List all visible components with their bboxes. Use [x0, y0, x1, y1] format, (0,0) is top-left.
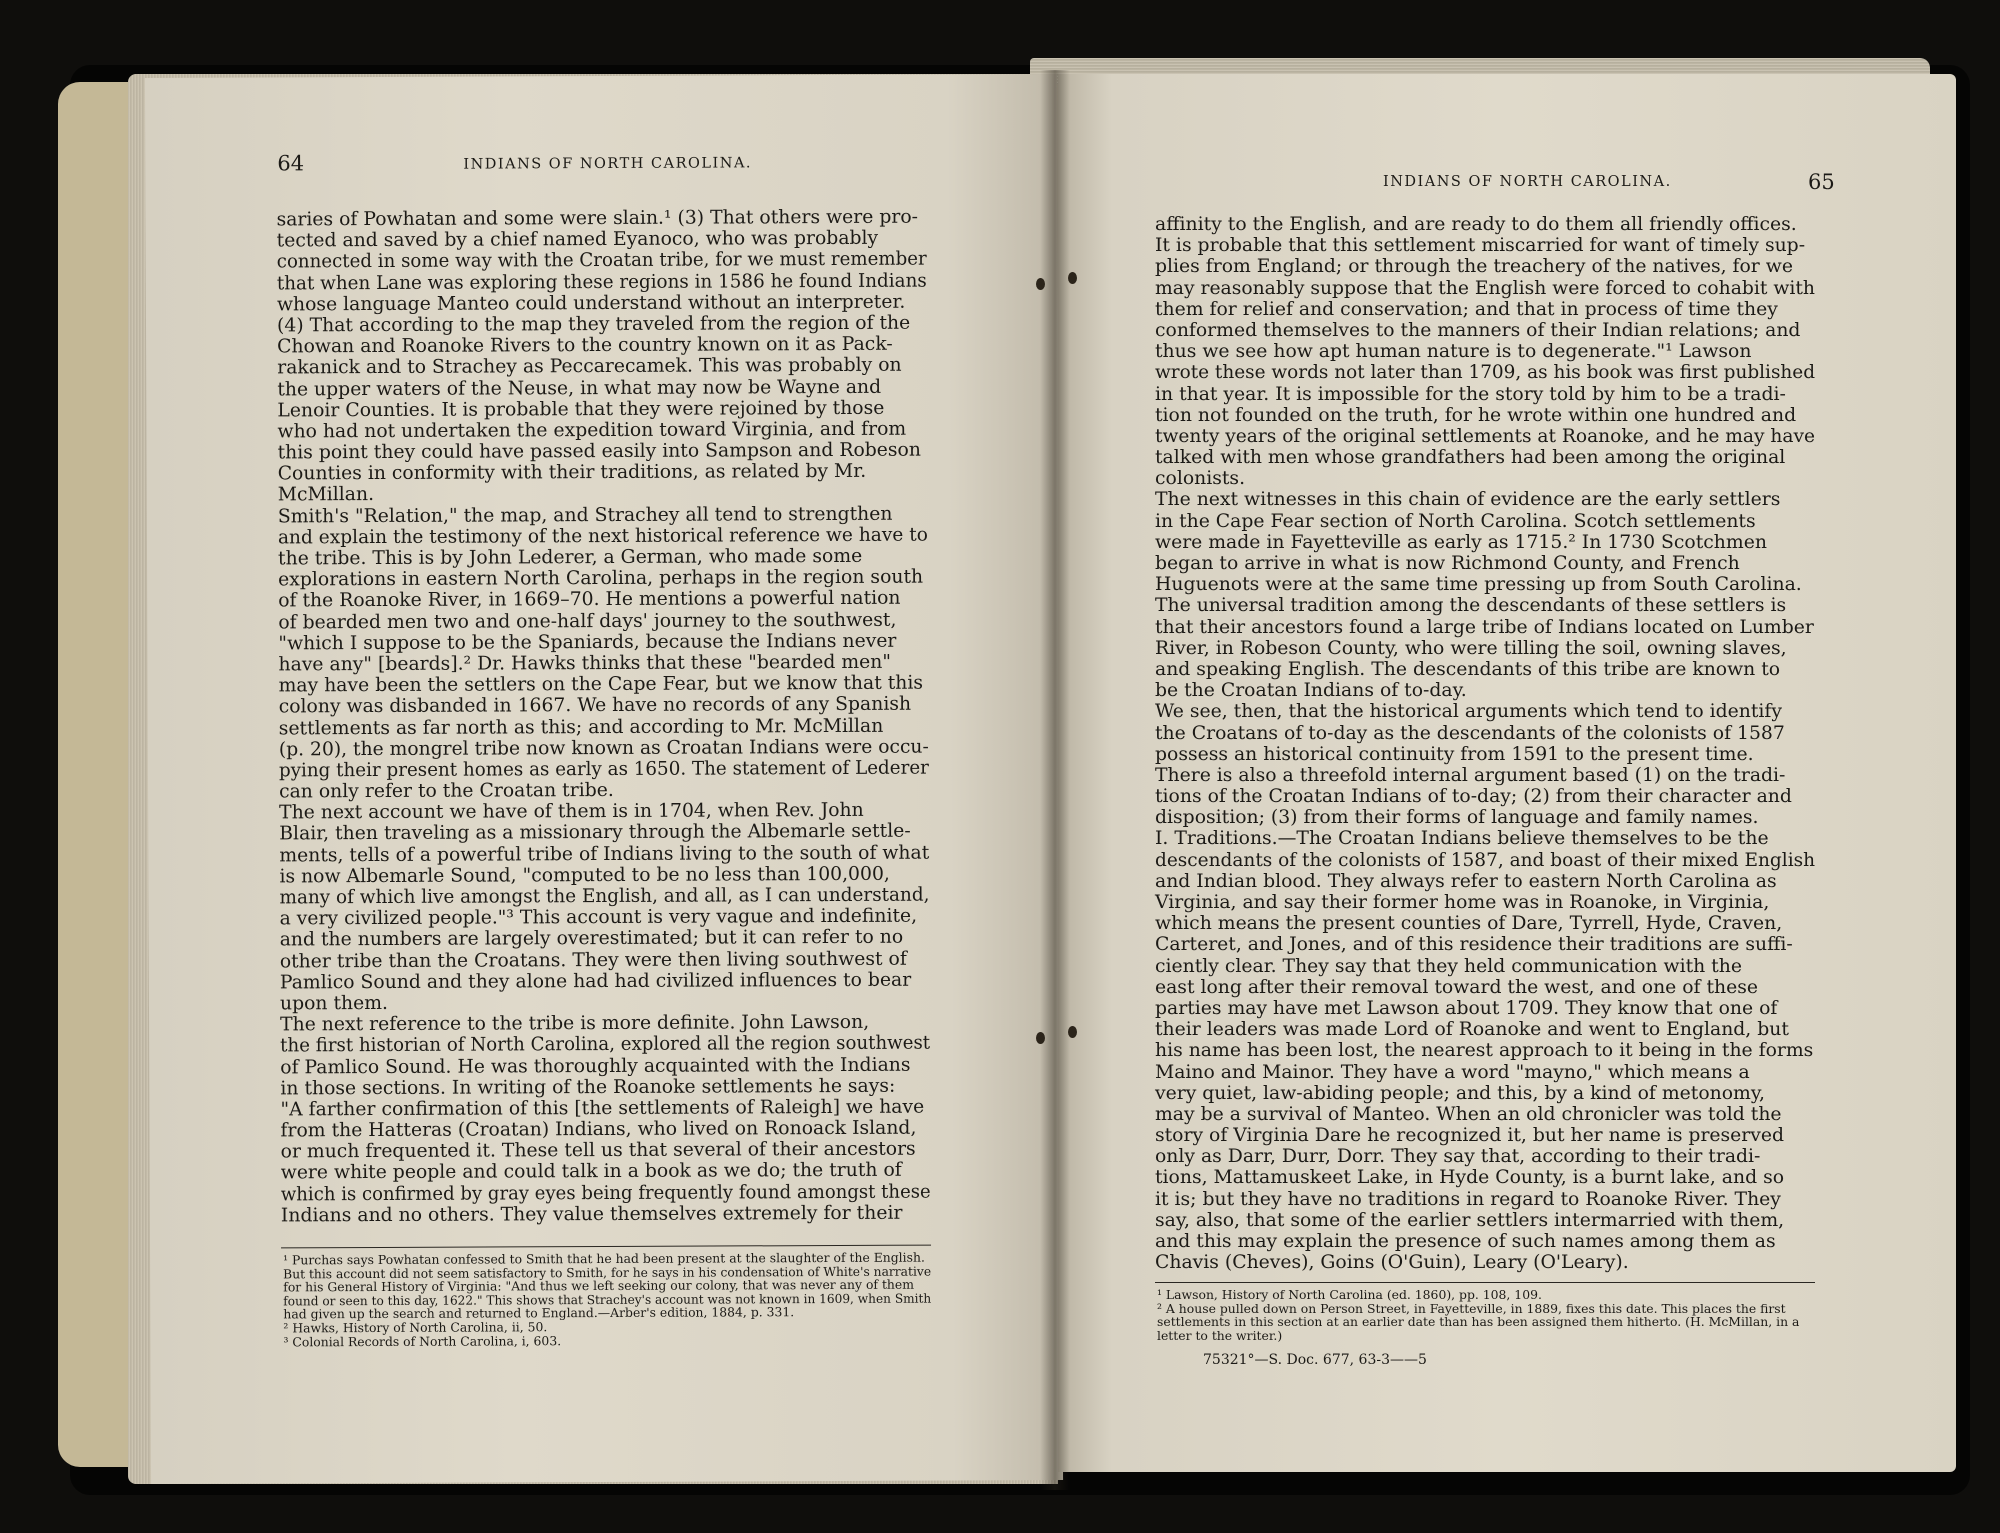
text-line: disposition; (3) from their forms of language and family names. [1155, 807, 1759, 829]
footnote-line: had given up the search and returned to England.—Arber's edition, 1884, p. 331. [283, 1304, 795, 1322]
text-line: "A farther confirmation of this [the settlements of Raleigh] we have [280, 1096, 925, 1121]
text-line: story of Virginia Dare he recognized it, but her name is preserved [1155, 1125, 1785, 1147]
text-line: or much frequented it. These tell us that several of their ancestors [280, 1138, 916, 1163]
text-line: of Pamlico Sound. He was thoroughly acquainted with the Indians [280, 1054, 911, 1078]
text-line: began to arrive in what is now Richmond County, and French [1155, 553, 1740, 574]
left-page-body [277, 206, 957, 1226]
text-line: McMillan. [277, 484, 375, 506]
text-line: The universal tradition among the descendants of these settlers is [1155, 595, 1787, 617]
right-footnotes [1157, 1288, 1799, 1342]
left-footnote-rule [281, 1245, 931, 1249]
footnote-line: ² Hawks, History of North Carolina, ii, 50. [283, 1319, 548, 1336]
text-line: Huguenots were at the same time pressing up from South Carolina. [1155, 574, 1802, 596]
text-line: in that year. It is impossible for the story told by him to be a tradi- [1155, 383, 1786, 405]
text-line: upon them. [279, 992, 389, 1015]
text-line: Maino and Mainor. They have a word "mayno," which means a [1155, 1061, 1750, 1083]
text-line: colonists. [1155, 468, 1246, 490]
text-line: River, in Robeson County, who were tilling the soil, owning slaves, [1155, 637, 1787, 659]
text-line: (4) That according to the map they traveled from the region of the [276, 312, 911, 337]
footnote-line: for his General History of Virginia: "And thus we left seeking our colony, that was never any of them [283, 1276, 915, 1295]
text-line: whose language Manteo could understand without an interpreter. [276, 291, 906, 316]
text-line: and speaking English. The descendants of this tribe are known to [1155, 658, 1781, 680]
text-line: in those sections. In writing of the Roanoke settlements he says: [280, 1075, 896, 1100]
text-line: Pamlico Sound and they alone had had civilized influences to bear [279, 969, 912, 994]
text-line: can only refer to the Croatan tribe. [279, 780, 614, 803]
binding-hole [1068, 272, 1077, 284]
footnote-line: ¹ Lawson, History of North Carolina (ed. 1860), pp. 108, 109. [1157, 1287, 1542, 1302]
text-line: Lenoir Counties. It is probable that they were rejoined by those [277, 397, 885, 422]
text-line: may reasonably suppose that the English were forced to cohabit with [1155, 277, 1815, 299]
text-line: The next witnesses in this chain of evidence are the early settlers [1155, 489, 1781, 511]
right-page [1058, 74, 1956, 1472]
footnote-line: letter to the writer.) [1157, 1327, 1283, 1343]
text-line: a very civilized people."³ This account is very vague and indefinite, [279, 905, 918, 930]
text-line: possess an historical continuity from 1591 to the present time. [1155, 743, 1754, 765]
text-line: that when Lane was exploring these regions in 1586 he found Indians [276, 270, 927, 294]
text-line: and the numbers are largely overestimated; but it can refer to no [279, 927, 904, 951]
text-line: the upper waters of the Neuse, in what may now be Wayne and [277, 376, 882, 400]
text-line: them for relief and conservation; and that in process of time they [1155, 298, 1778, 320]
text-line: from the Hatteras (Croatan) Indians, who lived on Ronoack Island, [280, 1117, 917, 1142]
text-line: tion not founded on the truth, for he wrote within one hundred and [1155, 404, 1797, 426]
signature-mark: 75321°—S. Doc. 677, 63-3——5 [1203, 1352, 1427, 1368]
text-line: it is; but they have no traditions in regard to Roanoke River. They [1155, 1188, 1781, 1210]
text-line: affinity to the English, and are ready to do them all friendly offices. [1155, 214, 1797, 235]
text-line: other tribe than the Croatans. They were then living southwest of [279, 948, 907, 972]
text-line: were made in Fayetteville as early as 1715.² In 1730 Scotchmen [1155, 531, 1767, 553]
left-running-head: INDIANS OF NORTH CAROLINA. [463, 155, 753, 173]
left-page-number: 64 [277, 151, 305, 176]
footnote-line: ³ Colonial Records of North Carolina, i, 603. [283, 1332, 562, 1349]
text-line: Carteret, and Jones, and of this residence their traditions are suffi- [1155, 934, 1793, 956]
text-line: rakanick and to Strachey as Peccarecamek. This was probably on [277, 355, 902, 379]
text-line: explorations in eastern North Carolina, perhaps in the region south [278, 566, 924, 591]
footnote-line: But this account did not seem satisfactory to Smith, for he says in his condensation of White's narrative [283, 1263, 932, 1281]
text-line: Indians and no others. They value themselves extremely for their [280, 1202, 903, 1227]
text-line: their leaders was made Lord of Roanoke and went to England, but [1155, 1019, 1789, 1041]
footnote-line: settlements in this section at an earlier date than has been assigned them hitherto. (H. McMillan, in a [1157, 1314, 1800, 1330]
text-line: Virginia, and say their former home was in Roanoke, in Virginia, [1155, 892, 1770, 913]
text-line: settlements as far north as this; and according to Mr. McMillan [278, 715, 884, 739]
text-line: Chowan and Roanoke Rivers to the country known on it as Pack- [277, 333, 893, 358]
text-line: the first historian of North Carolina, explored all the region southwest [280, 1032, 931, 1057]
text-line: his name has been lost, the nearest approach to it being in the forms [1155, 1040, 1814, 1062]
footnote-line: found or seen to this day, 1622." This shows that Strachey's account was not known in 1609, when Smith [283, 1290, 932, 1309]
text-line: may have been the settlers on the Cape Fear, but we know that this [278, 672, 924, 697]
text-line: which means the present counties of Dare, Tyrrell, Hyde, Craven, [1155, 913, 1783, 935]
left-page [145, 74, 1063, 1484]
text-line: (p. 20), the mongrel tribe now known as Croatan Indians were occu- [278, 736, 929, 761]
text-line: There is also a threefold internal argument based (1) on the tradi- [1155, 764, 1786, 786]
text-line: plies from England; or through the treachery of the natives, for we [1155, 256, 1793, 278]
right-footnote-rule [1155, 1282, 1815, 1283]
text-line: ciently clear. They say that they held communication with the [1155, 955, 1742, 977]
text-line: say, also, that some of the earlier settlers intermarried with them, [1155, 1209, 1785, 1231]
text-line: I. Traditions.—The Croatan Indians believe themselves to be the [1155, 828, 1769, 850]
text-line: tected and saved by a chief named Eyanoco, who was probably [276, 227, 879, 252]
text-line: very quiet, law-abiding people; and this, by a kind of metonomy, [1155, 1082, 1765, 1104]
text-line: descendants of the colonists of 1587, and boast of their mixed English [1155, 849, 1816, 871]
text-line: is now Albemarle Sound, "computed to be no less than 100,000, [279, 863, 890, 888]
text-line: have any" [beards].² Dr. Hawks thinks that these "bearded men" [278, 651, 892, 676]
text-line: this point they could have passed easily into Sampson and Robeson [277, 439, 921, 464]
footnote-line: ² A house pulled down on Person Street, in Fayetteville, in 1889, fixes this date. This places the first [1157, 1300, 1786, 1316]
text-line: Counties in conformity with their traditions, as related by Mr. [277, 461, 867, 485]
text-line: pying their present homes as early as 1650. The statement of Lederer [278, 757, 929, 782]
binding-hole [1068, 1026, 1077, 1038]
text-line: were white people and could talk in a book as we do; the truth of [280, 1160, 902, 1184]
text-line: and this may explain the presence of such names among them as [1155, 1231, 1776, 1252]
text-line: only as Darr, Durr, Dorr. They say that, according to their tradi- [1155, 1146, 1761, 1168]
text-line: wrote these words not later than 1709, as his book was first published [1155, 362, 1816, 384]
text-line: twenty years of the original settlements at Roanoke, and he may have [1155, 425, 1815, 447]
text-line: of the Roanoke River, in 1669–70. He mentions a powerful nation [278, 588, 901, 612]
binding-hole [1036, 1032, 1045, 1044]
text-line: the Croatans of to-day as the descendants of the colonists of 1587 [1155, 722, 1785, 744]
text-line: connected in some way with the Croatan tribe, for we must remember [276, 248, 927, 273]
binding-hole [1036, 278, 1045, 290]
text-line: saries of Powhatan and some were slain.¹ (3) That others were pro- [276, 206, 919, 231]
text-line: We see, then, that the historical arguments which tend to identify [1155, 701, 1782, 723]
text-line: It is probable that this settlement miscarried for want of timely sup- [1155, 235, 1806, 257]
text-line: Smith's "Relation," the map, and Strachey all tend to strengthen [277, 503, 893, 528]
text-line: Blair, then traveling as a missionary through the Albemarle settle- [279, 821, 911, 845]
right-running-head: INDIANS OF NORTH CAROLINA. [1383, 174, 1672, 190]
text-line: many of which live amongst the English, and all, as I can understand, [279, 884, 930, 909]
text-line: of bearded men two and one-half days' journey to the southwest, [278, 609, 897, 633]
footnote-line: ¹ Purchas says Powhatan confessed to Smith that he had been present at the slaughter of the English. [283, 1249, 925, 1268]
text-line: and Indian blood. They always refer to eastern North Carolina as [1155, 870, 1777, 892]
right-page-number: 65 [1808, 170, 1835, 194]
text-line: Chavis (Cheves), Goins (O'Guin), Leary (O'Leary). [1155, 1252, 1629, 1274]
text-line: tions of the Croatan Indians of to-day; (2) from their character and [1155, 786, 1792, 808]
text-line: that their ancestors found a large tribe of Indians located on Lumber [1155, 616, 1814, 638]
text-line: talked with men whose grandfathers had been among the original [1155, 447, 1786, 469]
text-line: colony was disbanded in 1667. We have no records of any Spanish [278, 693, 912, 718]
text-line: in the Cape Fear section of North Carolina. Scotch settlements [1155, 510, 1756, 532]
text-line: and explain the testimony of the next historical reference we have to [277, 524, 928, 549]
text-line: tions, Mattamuskeet Lake, in Hyde County, is a burnt lake, and so [1155, 1167, 1785, 1189]
left-footnotes [283, 1251, 945, 1349]
text-line: who had not undertaken the expedition toward Virginia, and from [277, 418, 907, 443]
text-line: the tribe. This is by John Lederer, a German, who made some [277, 545, 863, 570]
text-line: The next account we have of them is in 1704, when Rev. John [279, 800, 864, 824]
text-line: be the Croatan Indians of to-day. [1155, 680, 1467, 702]
text-line: parties may have met Lawson about 1709. They know that one of [1155, 997, 1778, 1019]
right-page-body [1155, 214, 1827, 1273]
text-line: thus we see how apt human nature is to degenerate."¹ Lawson [1155, 341, 1752, 363]
text-line: which is confirmed by gray eyes being frequently found amongst these [280, 1181, 931, 1206]
text-line: "which I suppose to be the Spaniards, because the Indians never [278, 630, 897, 655]
text-line: may be a survival of Manteo. When an old chronicler was told the [1155, 1103, 1782, 1125]
text-line: east long after their removal toward the west, and one of these [1155, 976, 1758, 998]
text-line: The next reference to the tribe is more definite. John Lawson, [280, 1011, 870, 1036]
text-line: conformed themselves to the manners of their Indian relations; and [1155, 319, 1801, 341]
text-line: ments, tells of a powerful tribe of Indians living to the south of what [279, 842, 930, 867]
